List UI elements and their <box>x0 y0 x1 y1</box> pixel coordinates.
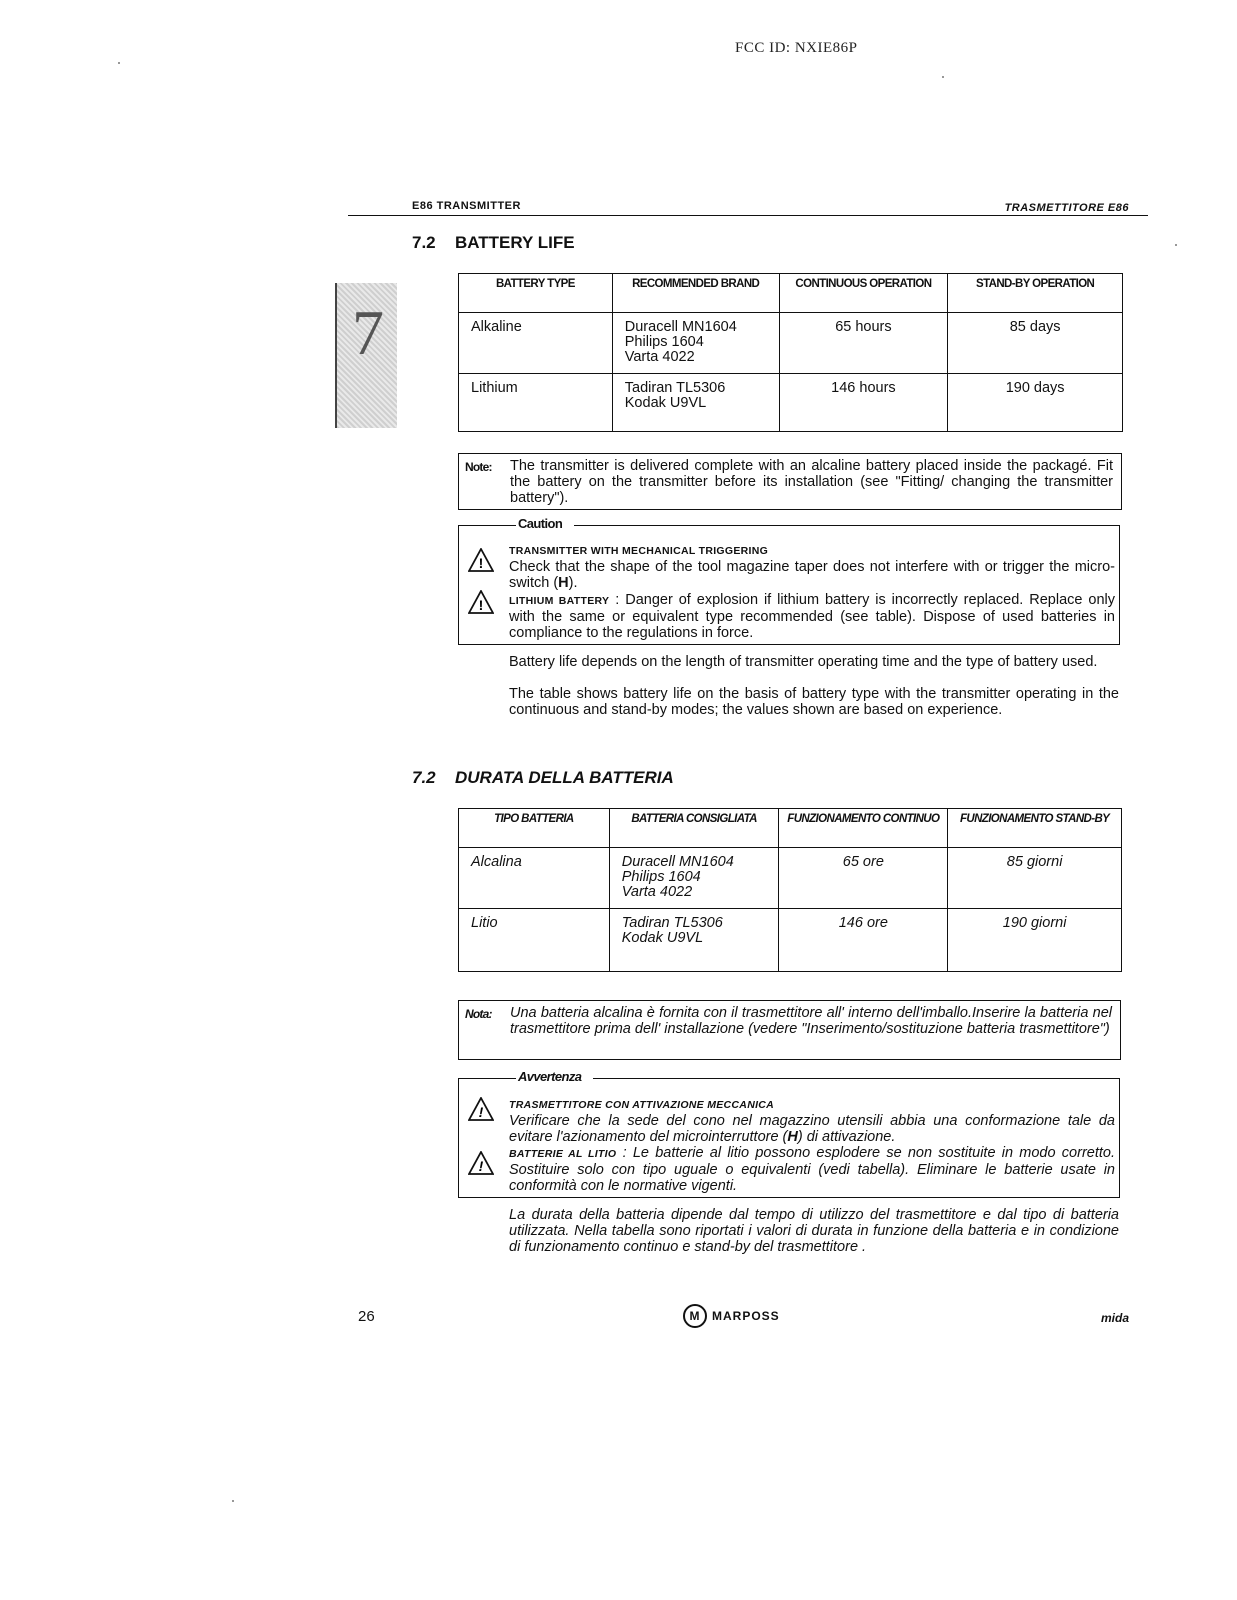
section-number: 7.2 <box>412 768 436 787</box>
cell-continuous: 146 hours <box>779 374 948 432</box>
svg-text:!: ! <box>478 555 484 571</box>
caution-item-2: BATTERIE AL LITIO : Le batterie al litio possono esplodere se non sostituite in modo corretto. Sostituire solo con tipo uguale o equivalenti (vedi tabella). Eliminare le batterie usate in conformità con le normative vigenti. <box>509 1145 1115 1194</box>
header-cell: BATTERIA CONSIGLIATA <box>609 809 779 848</box>
cell-brand: Duracell MN1604 Philips 1604 Varta 4022 <box>609 848 779 909</box>
svg-text:!: ! <box>478 1104 484 1120</box>
footer-right: mida <box>1100 1311 1129 1325</box>
marposs-logo-icon: M <box>683 1304 707 1328</box>
table-row <box>459 909 1122 972</box>
cell-type: Lithium <box>459 374 613 432</box>
scan-speck <box>118 62 120 64</box>
warning-triangle-icon <box>468 590 494 614</box>
table-row <box>459 848 1122 909</box>
note-label: Note: <box>465 460 492 474</box>
cell-brand: Tadiran TL5306 Kodak U9VL <box>609 909 779 972</box>
caution-item-title: TRASMETTITORE CON ATTIVAZIONE MECCANICA <box>509 1099 775 1111</box>
svg-text:!: ! <box>478 597 484 613</box>
cell-continuous: 65 hours <box>779 313 948 374</box>
table-row <box>459 313 1123 374</box>
header-cell: CONTINUOUS OPERATION <box>779 274 948 313</box>
cell-brand: Duracell MN1604 Philips 1604 Varta 4022 <box>612 313 779 374</box>
body-paragraph: Battery life depends on the length of transmitter operating time and the type of battery used. <box>509 654 1098 670</box>
battery-table-en <box>458 273 1123 432</box>
caution-box-it <box>458 1069 1120 1198</box>
header-cell: TIPO BATTERIA <box>459 809 610 848</box>
cell-brand: Tadiran TL5306 Kodak U9VL <box>612 374 779 432</box>
caution-item-1: TRASMETTITORE CON ATTIVAZIONE MECCANICA Verificare che la sede del cono nel magazzino utensili abbia una conformazione tale da evitare l'azionamento del microinterruttore (H) di attivazione. <box>509 1099 1115 1145</box>
cell-type: Alkaline <box>459 313 613 374</box>
section-number: 7.2 <box>412 233 436 252</box>
scan-speck <box>942 76 944 78</box>
warning-triangle-icon <box>468 548 494 572</box>
chapter-tab <box>335 283 397 428</box>
note-label: Nota: <box>465 1007 492 1021</box>
running-header-left: E86 TRANSMITTER <box>412 200 521 212</box>
note-box-it <box>458 1000 1121 1060</box>
header-cell: STAND-BY OPERATION <box>948 274 1123 313</box>
table-row <box>459 374 1123 432</box>
running-header-right: TRASMETTITORE E86 <box>1004 202 1129 214</box>
note-box-en <box>458 453 1122 510</box>
caution-label: Avvertenza <box>516 1069 593 1085</box>
header-cell: FUNZIONAMENTO CONTINUO <box>779 809 948 848</box>
cell-standby: 190 giorni <box>948 909 1122 972</box>
scan-speck <box>1175 244 1177 246</box>
logo-text: MARPOSS <box>712 1309 780 1323</box>
header-cell: RECOMMENDED BRAND <box>612 274 779 313</box>
caution-item-2: LITHIUM BATTERY : Danger of explosion if lithium battery is incorrectly replaced. Replace only with the same or equivalent type recommended (see table). Dispose of used batteries in compliance to the regulations in force. <box>509 592 1116 641</box>
warning-triangle-icon <box>468 1151 494 1175</box>
cell-type: Alcalina <box>459 848 610 909</box>
caution-label: Caution <box>516 516 574 532</box>
warning-triangle-icon <box>468 1097 494 1121</box>
note-text: The transmitter is delivered complete with an alcaline battery placed inside the packagé. Fit the battery on the transmitter before its installation (see "Fitting/ changing the transmitter battery"). <box>510 458 1113 506</box>
caution-item-1: TRANSMITTER WITH MECHANICAL TRIGGERING Check that the shape of the tool magazine taper does not interfere with or trigger the micro-switch (H). <box>509 545 1115 591</box>
cell-standby: 190 days <box>948 374 1123 432</box>
cell-standby: 85 days <box>948 313 1123 374</box>
caution-item-title: LITHIUM BATTERY <box>509 595 610 607</box>
section-title-it <box>412 768 674 788</box>
caution-box-en <box>458 516 1120 645</box>
cell-type: Litio <box>459 909 610 972</box>
header-rule <box>348 215 1148 216</box>
cell-continuous: 146 ore <box>779 909 948 972</box>
caution-item-title: TRANSMITTER WITH MECHANICAL TRIGGERING <box>509 545 769 557</box>
section-title-text: DURATA DELLA BATTERIA <box>455 768 674 787</box>
cell-standby: 85 giorni <box>948 848 1122 909</box>
header-cell: FUNZIONAMENTO STAND-BY <box>948 809 1122 848</box>
cell-continuous: 65 ore <box>779 848 948 909</box>
scan-speck <box>232 1500 234 1502</box>
battery-table-it <box>458 808 1122 972</box>
header-cell: BATTERY TYPE <box>459 274 613 313</box>
page-number: 26 <box>358 1308 375 1325</box>
chapter-number: 7 <box>352 297 384 368</box>
fcc-id: FCC ID: NXIE86P <box>735 40 858 56</box>
note-text: Una batteria alcalina è fornita con il trasmettitore all' interno dell'imballo.Inserire la batteria nel trasmettitore prima dell' installazione (vedere "Inserimento/sostituzione batteria trasmettitore") <box>510 1005 1112 1037</box>
caution-item-title: BATTERIE AL LITIO <box>509 1148 617 1160</box>
svg-text:!: ! <box>478 1158 484 1174</box>
marposs-logo <box>683 1304 780 1328</box>
body-paragraph: La durata della batteria dipende dal tempo di utilizzo del trasmettitore e dal tipo di batteria utilizzata. Nella tabella sono riportati i valori di durata in funzione della batteria e in condizione di funzionamento continuo e stand-by del trasmettitore . <box>509 1207 1119 1255</box>
section-title-en <box>412 233 575 253</box>
section-title-text: BATTERY LIFE <box>455 233 575 252</box>
body-paragraph: The table shows battery life on the basis of battery type with the transmitter operating in the continuous and stand-by modes; the values shown are based on experience. <box>509 686 1119 718</box>
